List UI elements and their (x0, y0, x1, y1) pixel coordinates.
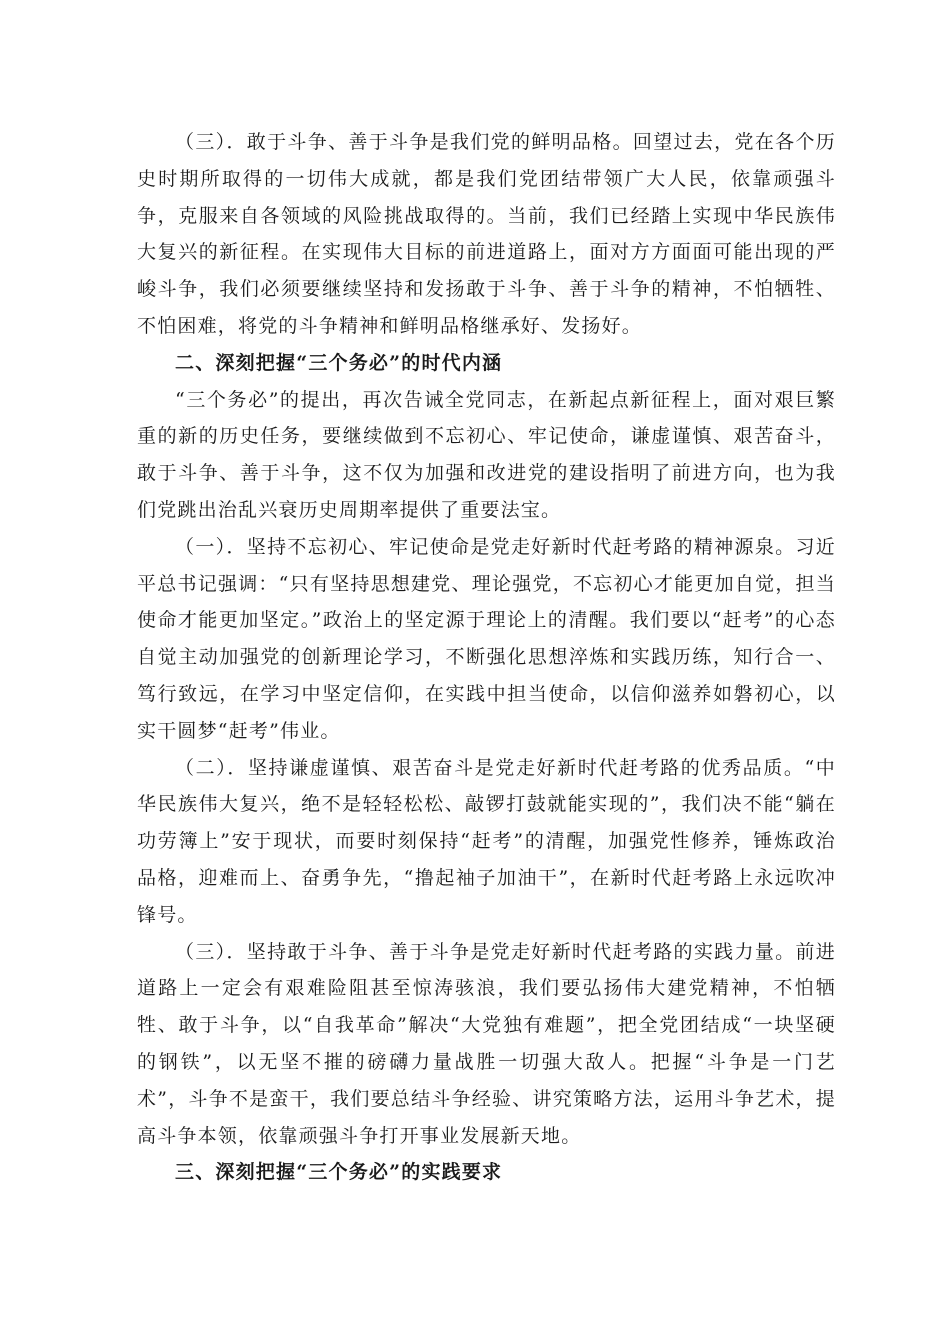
section-heading-3: 三、深刻把握“三个务必”的实践要求 (175, 1161, 503, 1184)
section-heading-2: 二、深刻把握“三个务必”的时代内涵 (175, 351, 503, 374)
paragraph-party-character: （三）．敢于斗争、善于斗争是我们党的鲜明品格。回望过去，党在各个历史时期所取得的一切伟大成就，都是我们党团结带领广大人民，依靠顽强斗争，克服来自各领域的风险挑战取得的。当前，我们已经踏上实现中华民族伟大复兴的新征程。在实现伟大目标的前进道路上，面对方方面面可能出现的严峻斗争，我们必须要继续坚持和发扬敢于斗争、善于斗争的精神，不怕牺牲、不怕困难，将党的斗争精神和鲜明品格继承好、发扬好。 (137, 131, 836, 337)
paragraph-struggle-practice: （三）．坚持敢于斗争、善于斗争是党走好新时代赶考路的实践力量。前进道路上一定会有艰难险阻甚至惊涛骇浪，我们要弘扬伟大建党精神，不怕牺牲、敢于斗争，以“自我革命”解决“大党独有难题”，把全党团结成“一块坚硬的钢铁”，以无坚不摧的磅礴力量战胜一切强大敌人。把握“斗争是一门艺术”，斗争不是蛮干，我们要总结斗争经验、讲究策略方法，运用斗争艺术，提高斗争本领，依靠顽强斗争打开事业发展新天地。 (137, 940, 836, 1147)
paragraph-three-musts-intro: “三个务必”的提出，再次告诫全党同志，在新起点新征程上，面对艰巨繁重的新的历史任务，要继续做到不忘初心、牢记使命，谦虚谨慎、艰苦奋斗，敢于斗争、善于斗争，这不仅为加强和改进党的建设指明了前进方向，也为我们党跳出治乱兴衰历史周期率提供了重要法宝。 (137, 388, 836, 521)
paragraph-modesty-hard-work: （二）．坚持谦虚谨慎、艰苦奋斗是党走好新时代赶考路的优秀品质。“中华民族伟大复兴，绝不是轻轻松松、敲锣打鼓就能实现的”，我们决不能“躺在功劳簿上”安于现状，而要时刻保持“赶考”的清醒，加强党性修养，锤炼政治品格，迎难而上、奋勇争先，“撸起袖子加油干”，在新时代赶考路上永远吹冲锋号。 (137, 756, 836, 926)
paragraph-original-aspiration: （一）．坚持不忘初心、牢记使命是党走好新时代赶考路的精神源泉。习近平总书记强调：“只有坚持思想建党、理论强党，不忘初心才能更加自觉，担当使命才能更加坚定。”政治上的坚定源于理论上的清醒。我们要以“赶考”的心态自觉主动加强党的创新理论学习，不断强化思想淬炼和实践历练，知行合一、笃行致远，在学习中坚定信仰，在实践中担当使命，以信仰滋养如磐初心，以实干圆梦“赶考”伟业。 (137, 535, 836, 742)
